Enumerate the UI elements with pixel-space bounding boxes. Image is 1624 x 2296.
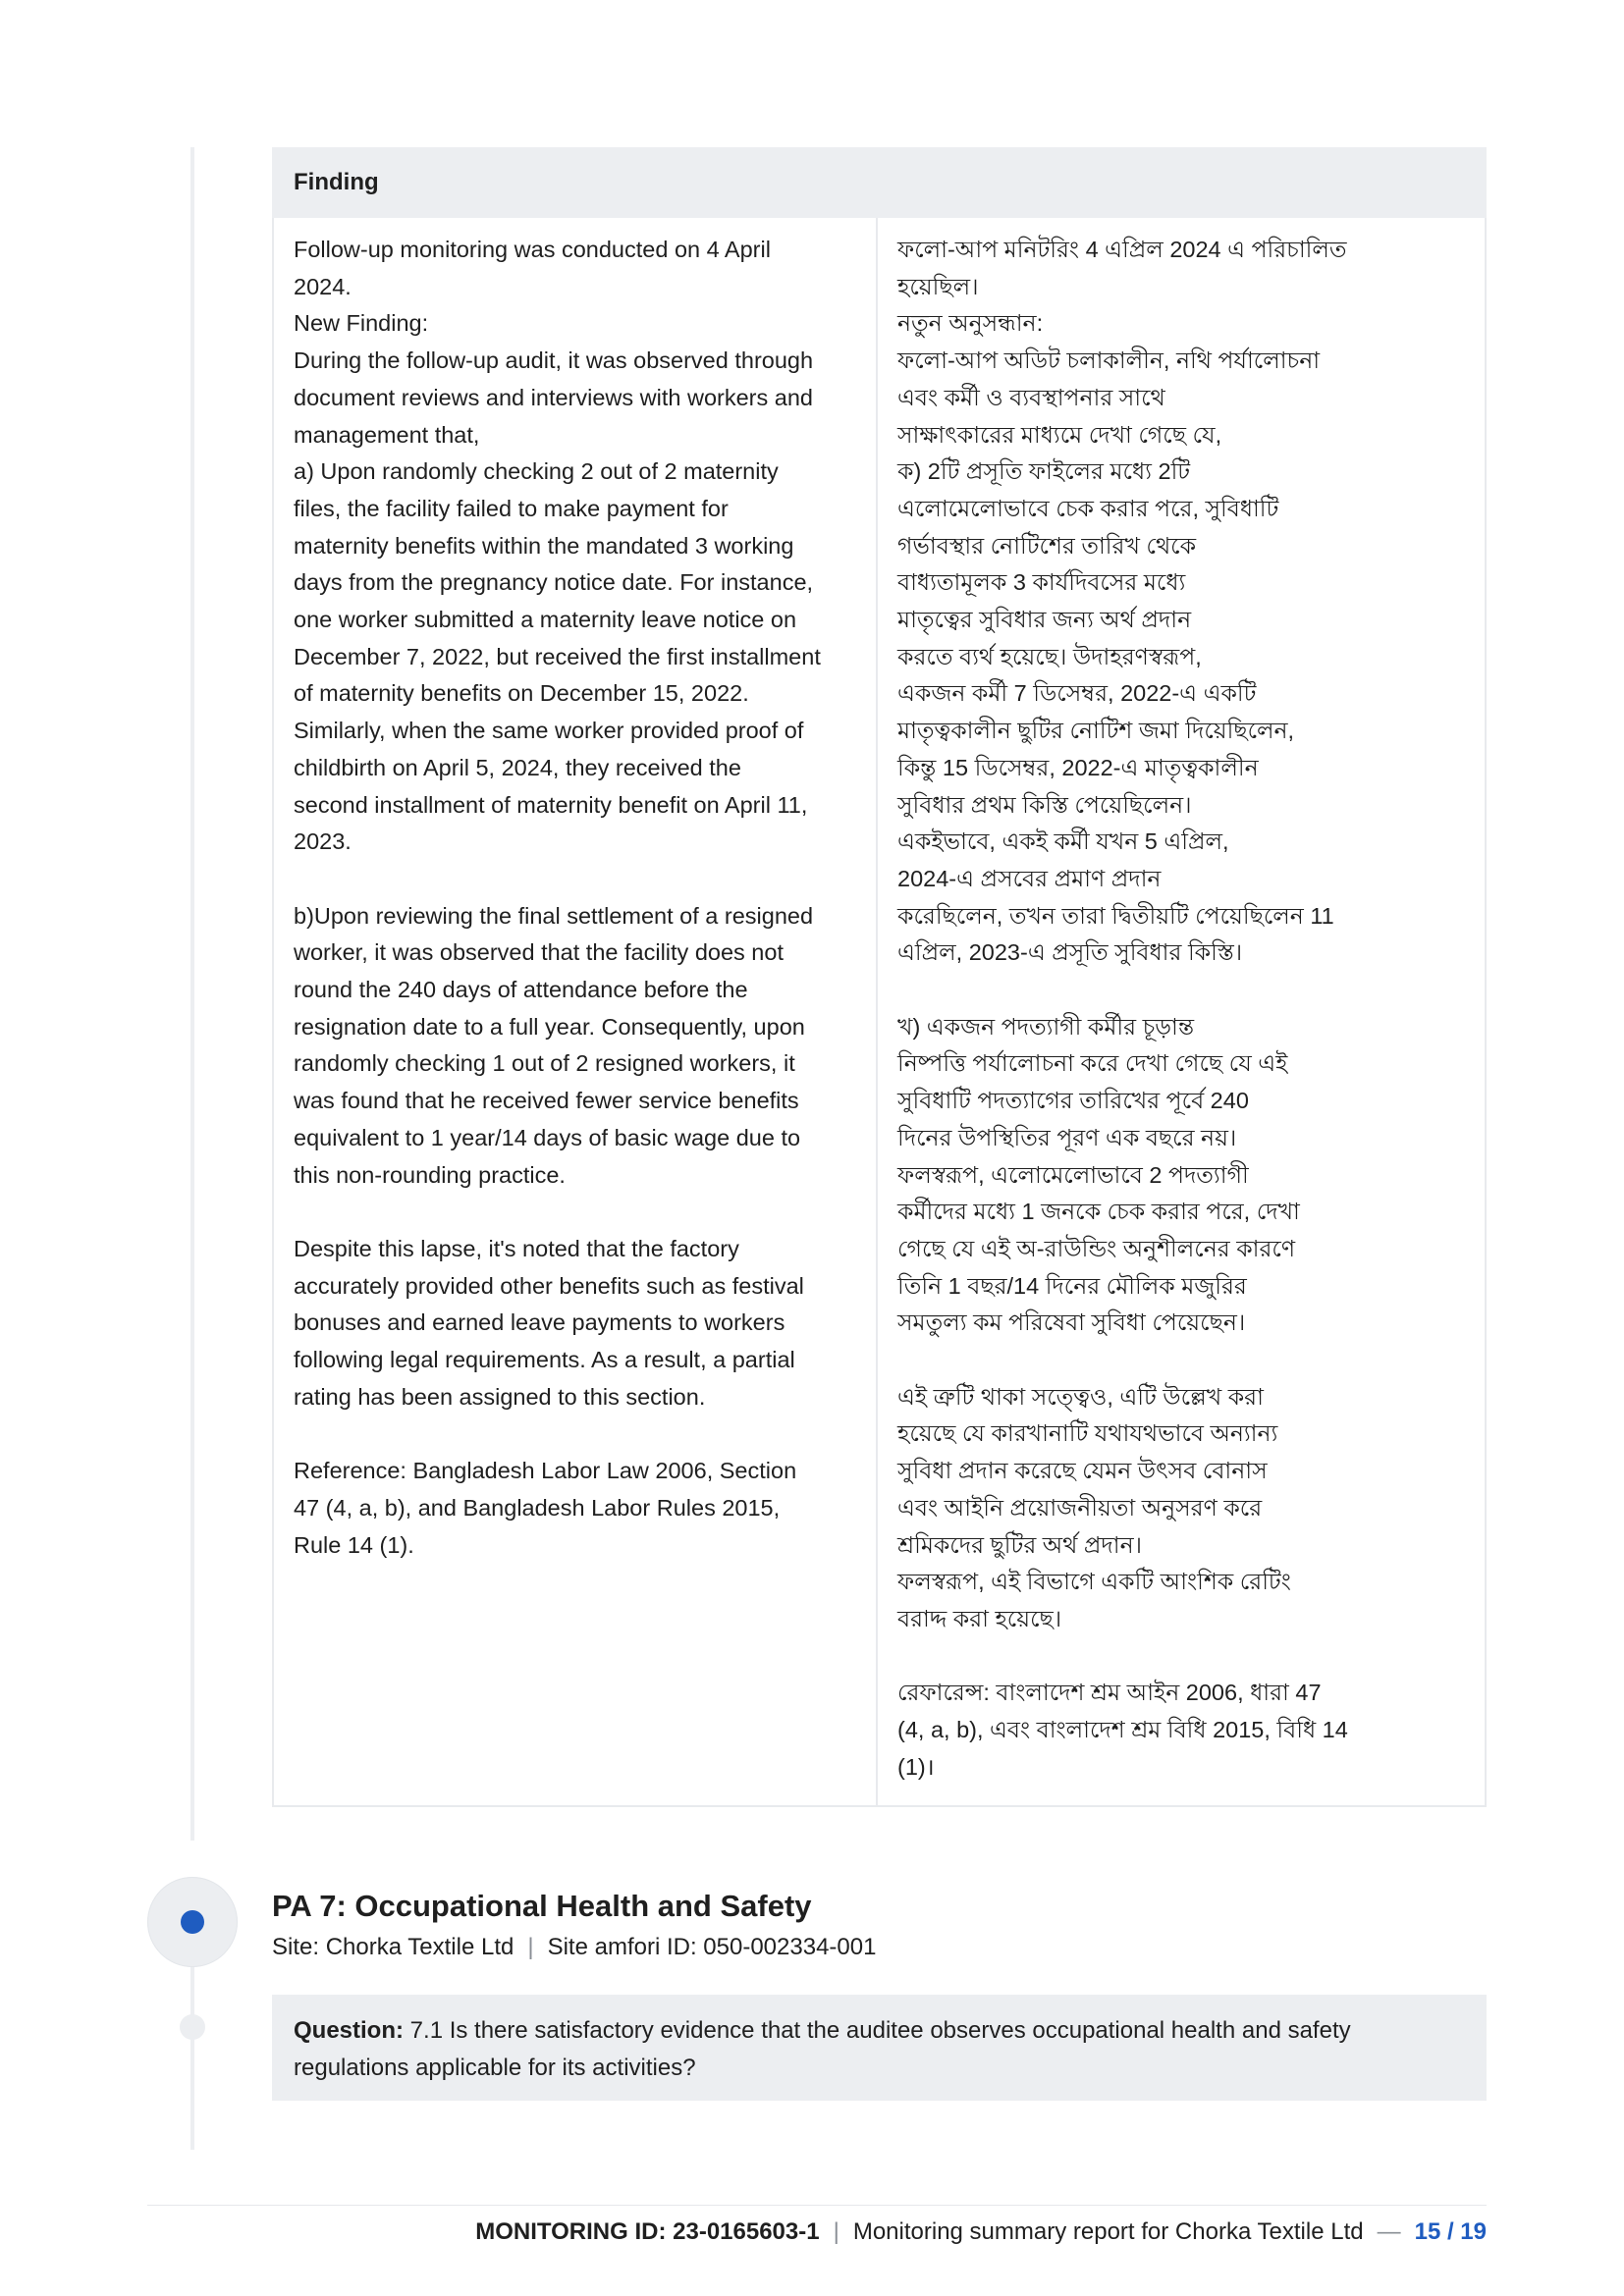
finding-line: এপ্রিল, 2023-এ প্রসূতি সুবিধার কিস্তি। [897,939,1243,966]
finding-line: এই ত্রুটি থাকা সত্ত্বেও, এটি উল্লেখ করা [897,1383,1264,1410]
finding-line: b)Upon reviewing the final settlement of a resigned [294,902,814,929]
finding-line: সুবিধা প্রদান করেছে যেমন উৎসব বোনাস [897,1458,1268,1484]
finding-line: মাতৃত্বকালীন ছুটির নোটিশ জমা দিয়েছিলেন, [897,718,1295,744]
finding-line: equivalent to 1 year/14 days of basic wage due to [294,1124,801,1150]
finding-table [272,147,1487,1807]
finding-line: accurately provided other benefits such as festival [294,1272,804,1299]
paragraph-gap [294,1415,856,1453]
finding-line: ফলো-আপ অডিট চলাকালীন, নথি পর্যালোচনা [897,347,1321,374]
finding-line: files, the facility failed to make payment for [294,495,729,521]
timeline-section-marker [147,1877,238,1967]
question-label: Question: [294,2017,404,2044]
finding-line: 2024. [294,273,352,299]
finding-line: Follow-up monitoring was conducted on 4 April [294,237,771,262]
finding-line: গেছে যে এই অ-রাউন্ডিং অনুশীলনের কারণে [897,1235,1296,1261]
finding-line: this non-rounding practice. [294,1161,566,1188]
finding-line: round the 240 days of attendance before the [294,977,748,1003]
finding-line: Rule 14 (1). [294,1531,414,1558]
finding-line: maternity benefits within the mandated 3 working [294,532,794,559]
finding-line: শ্রমিকদের ছুটির অর্থ প্রদান। [897,1531,1143,1558]
timeline-line [190,1963,194,2150]
section-site-info [272,1934,876,1961]
paragraph-gap [294,861,856,898]
finding-line: হয়েছে যে কারখানাটি যথাযথভাবে অন্যান্য [897,1420,1278,1447]
finding-line: বাধ্যতামূলক 3 কার্যদিবসের মধ্যে [897,569,1186,596]
finding-body [272,218,1487,1807]
finding-line: Reference: Bangladesh Labor Law 2006, Section [294,1458,797,1484]
finding-line: সাক্ষাৎকারের মাধ্যমে দেখা গেছে যে, [897,421,1222,448]
separator: | [527,1934,534,1960]
finding-line: রেফারেন্স: বাংলাদেশ শ্রম আইন 2006, ধারা 47 [897,1680,1322,1706]
monitoring-id: MONITORING ID: 23-0165603-1 [475,2218,820,2245]
finding-line: এলোমেলোভাবে চেক করার পরে, সুবিধাটি [897,495,1279,521]
footer-divider [147,2205,1487,2206]
section-title: PA 7: Occupational Health and Safety [272,1889,812,1923]
finding-line: কর্মীদের মধ্যে 1 জনকে চেক করার পরে, দেখা [897,1199,1300,1225]
finding-line: worker, it was observed that the facility does not [294,939,784,966]
finding-line: document reviews and interviews with workers and [294,384,813,410]
finding-line: rating has been assigned to this section. [294,1383,706,1410]
finding-line: ফলো-আপ মনিটরিং 4 এপ্রিল 2024 এ পরিচালিত [897,237,1347,262]
paragraph-gap [897,1342,1471,1379]
finding-line: December 7, 2022, but received the first installment [294,643,821,669]
finding-bengali-column [878,218,1485,1805]
finding-line: সুবিধার প্রথম কিস্তি পেয়েছিলেন। [897,791,1192,818]
question-text: 7.1 Is there satisfactory evidence that the auditee observes occupational health and safety regulations applicable for its activities? [294,2017,1351,2081]
separator: | [833,2218,839,2245]
finding-line: নিষ্পত্তি পর্যালোচনা করে দেখা গেছে যে এই [897,1050,1288,1077]
paragraph-gap [897,972,1471,1009]
finding-line: সমতুল্য কম পরিষেবা সুবিধা পেয়েছেন। [897,1309,1246,1336]
finding-line: মাতৃত্বের সুবিধার জন্য অর্থ প্রদান [897,607,1192,633]
finding-line: এবং আইনি প্রয়োজনীয়তা অনুসরণ করে [897,1494,1263,1521]
finding-line: এবং কর্মী ও ব্যবস্থাপনার সাথে [897,384,1165,410]
finding-line: একইভাবে, একই কর্মী যখন 5 এপ্রিল, [897,828,1229,855]
finding-line: ক) 2টি প্রসূতি ফাইলের মধ্যে 2টি [897,458,1191,485]
finding-line: management that, [294,421,480,448]
finding-line: days from the pregnancy notice date. For instance, [294,569,814,596]
finding-line: a) Upon randomly checking 2 out of 2 maternity [294,458,779,485]
finding-line: করেছিলেন, তখন তারা দ্বিতীয়টি পেয়েছিলেন 11 [897,902,1334,929]
finding-line: বরাদ্দ করা হয়েছে। [897,1605,1062,1631]
finding-line: নতুন অনুসন্ধান: [897,310,1044,337]
finding-line: তিনি 1 বছর/14 দিনের মৌলিক মজুরির [897,1272,1247,1299]
site-name: Site: Chorka Textile Ltd [272,1934,514,1960]
finding-line: of maternity benefits on December 15, 2022. [294,680,749,707]
finding-line: one worker submitted a maternity leave notice on [294,607,797,633]
timeline-step-marker [180,2014,205,2040]
finding-line: randomly checking 1 out of 2 resigned workers, it [294,1050,795,1077]
finding-line: following legal requirements. As a result, a partial [294,1347,795,1373]
paragraph-gap [294,1194,856,1231]
finding-line: 2023. [294,828,352,855]
finding-line: একজন কর্মী 7 ডিসেম্বর, 2022-এ একটি [897,680,1257,707]
site-amfori-id: Site amfori ID: 050-002334-001 [547,1934,877,1960]
finding-line: During the follow-up audit, it was observed through [294,347,814,374]
timeline-line [190,147,194,1841]
report-title: Monitoring summary report for Chorka Textile Ltd [852,2218,1364,2245]
finding-line: হয়েছিল। [897,273,979,299]
finding-english-column [274,218,878,1805]
finding-line: Despite this lapse, it's noted that the factory [294,1235,739,1261]
finding-line: দিনের উপস্থিতির পূরণ এক বছরে নয়। [897,1124,1237,1150]
question-box [272,1995,1487,2101]
finding-line: New Finding: [294,310,429,337]
finding-line: খ) একজন পদত্যাগী কর্মীর চূড়ান্ত [897,1013,1195,1040]
finding-line: childbirth on April 5, 2024, they received the [294,754,741,780]
finding-line: ফলস্বরূপ, এই বিভাগে একটি আংশিক রেটিং [897,1569,1291,1595]
finding-line: second installment of maternity benefit on April 11, [294,791,808,818]
finding-line: bonuses and earned leave payments to workers [294,1309,785,1336]
finding-line: was found that he received fewer service benefits [294,1088,799,1114]
paragraph-gap [897,1638,1471,1676]
finding-line: ফলস্বরূপ, এলোমেলোভাবে 2 পদত্যাগী [897,1161,1249,1188]
page-number: 15 / 19 [1414,2218,1487,2245]
finding-line: 2024-এ প্রসবের প্রমাণ প্রদান [897,865,1162,891]
finding-line: 47 (4, a, b), and Bangladesh Labor Rules 2015, [294,1494,781,1521]
finding-line: কিন্তু 15 ডিসেম্বর, 2022-এ মাতৃত্বকালীন [897,754,1259,780]
finding-line: গর্ভাবস্থার নোটিশের তারিখ থেকে [897,532,1197,559]
finding-line: (1)। [897,1753,935,1780]
finding-line: (4, a, b), এবং বাংলাদেশ শ্রম বিধি 2015, বিধি 14 [897,1717,1348,1743]
page-footer [475,2218,1487,2246]
finding-line: Similarly, when the same worker provided proof of [294,718,804,744]
finding-line: resignation date to a full year. Consequently, upon [294,1013,805,1040]
finding-line: করতে ব্যর্থ হয়েছে। উদাহরণস্বরূপ, [897,643,1202,669]
finding-header: Finding [272,147,1487,218]
dash: — [1377,2218,1401,2245]
finding-line: সুবিধাটি পদত্যাগের তারিখের পূর্বে 240 [897,1088,1249,1114]
timeline-marker-dot [181,1910,204,1934]
